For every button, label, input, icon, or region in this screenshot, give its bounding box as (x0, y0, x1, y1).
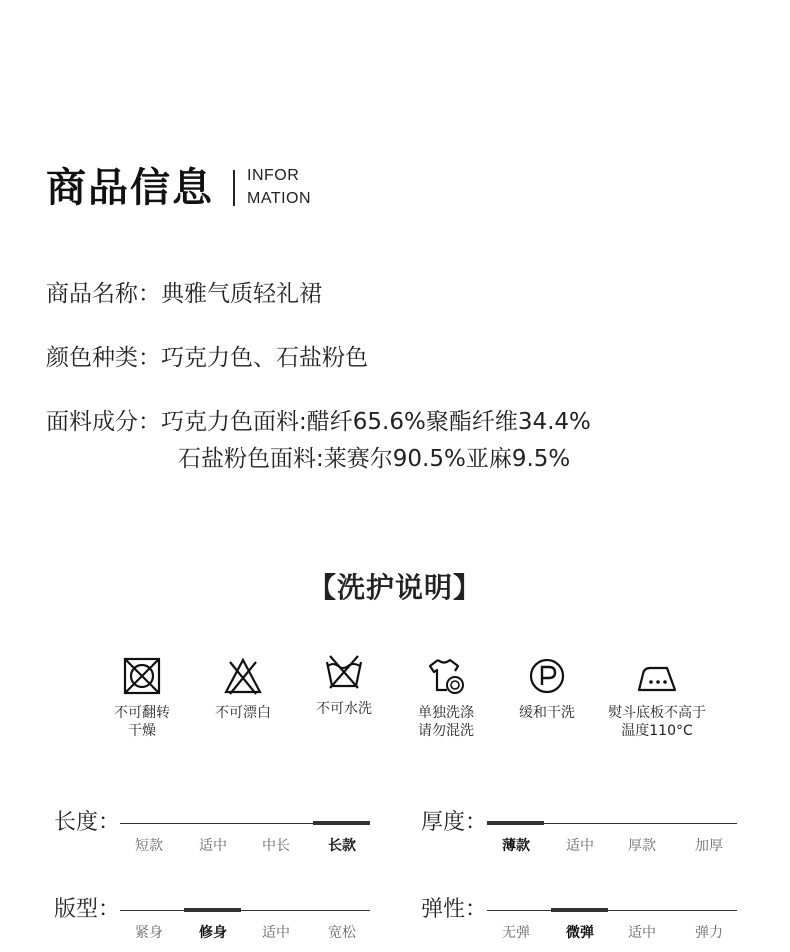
care-label: 干燥 (128, 723, 156, 739)
fit-option: 适中 (262, 925, 290, 941)
elasticity-track (487, 910, 737, 911)
care-label: 温度110°C (621, 723, 693, 739)
elasticity-option: 适中 (628, 925, 656, 941)
no-wash-icon (324, 652, 364, 692)
no-bleach-icon (223, 656, 263, 696)
fabric-line-2: 石盐粉色面料:莱赛尔90.5%亚麻9.5% (178, 446, 571, 472)
color-value: 巧克力色、石盐粉色 (161, 345, 368, 371)
care-label: 单独洗涤 (418, 705, 474, 721)
thickness-option: 适中 (566, 838, 594, 854)
thickness-option-selected: 薄款 (502, 838, 530, 854)
care-title: 【洗护说明】 (307, 571, 482, 604)
length-option: 适中 (199, 838, 227, 854)
product-name-value: 典雅气质轻礼裙 (161, 281, 322, 307)
product-name-label: 商品名称： (46, 281, 161, 307)
no-tumble-dry-icon (122, 656, 162, 696)
fit-option: 紧身 (135, 925, 163, 941)
elasticity-label: 弹性： (421, 897, 488, 922)
care-label: 缓和干洗 (519, 705, 575, 721)
fit-label: 版型： (54, 897, 121, 922)
length-option: 中长 (262, 838, 290, 854)
product-name-row (46, 279, 322, 309)
care-label: 不可水洗 (316, 701, 372, 717)
fit-track (120, 910, 370, 911)
care-item-iron-low-heat (597, 656, 717, 740)
title-divider (233, 170, 235, 206)
fit-option-selected: 修身 (199, 925, 227, 941)
thickness-selected-marker (487, 821, 544, 825)
thickness-option: 加厚 (695, 838, 723, 854)
care-label: 不可翻转 (114, 705, 170, 721)
length-selected-marker (313, 821, 370, 825)
thickness-option: 厚款 (628, 838, 656, 854)
care-item-dry-clean (487, 656, 607, 722)
iron-low-heat-icon (635, 656, 679, 696)
color-row (46, 343, 368, 373)
length-label: 长度： (54, 810, 121, 835)
fabric-row (46, 407, 591, 437)
dry-clean-p-icon (527, 656, 567, 696)
subtitle-line-2: MATION (247, 190, 312, 207)
subtitle-line-1: INFOR (247, 167, 300, 184)
section-title: 商品信息 (46, 165, 214, 211)
elasticity-option: 无弹 (502, 925, 530, 941)
section-subtitle (247, 164, 311, 210)
care-label: 熨斗底板不高于 (608, 705, 706, 721)
elasticity-option: 弹力 (695, 925, 723, 941)
length-option: 短款 (135, 838, 163, 854)
fit-option: 宽松 (328, 925, 356, 941)
wash-separately-icon (426, 656, 466, 696)
fit-selected-marker (184, 908, 241, 912)
thickness-label: 厚度： (421, 810, 488, 835)
fabric-label: 面料成分： (46, 409, 161, 435)
elasticity-selected-marker (551, 908, 608, 912)
care-label: 不可漂白 (215, 705, 271, 721)
fabric-line-1: 巧克力色面料:醋纤65.6%聚酯纤维34.4% (161, 409, 591, 435)
color-label: 颜色种类： (46, 345, 161, 371)
elasticity-option-selected: 微弹 (566, 925, 594, 941)
length-option-selected: 长款 (328, 838, 356, 854)
care-label: 请勿混洗 (418, 723, 474, 739)
